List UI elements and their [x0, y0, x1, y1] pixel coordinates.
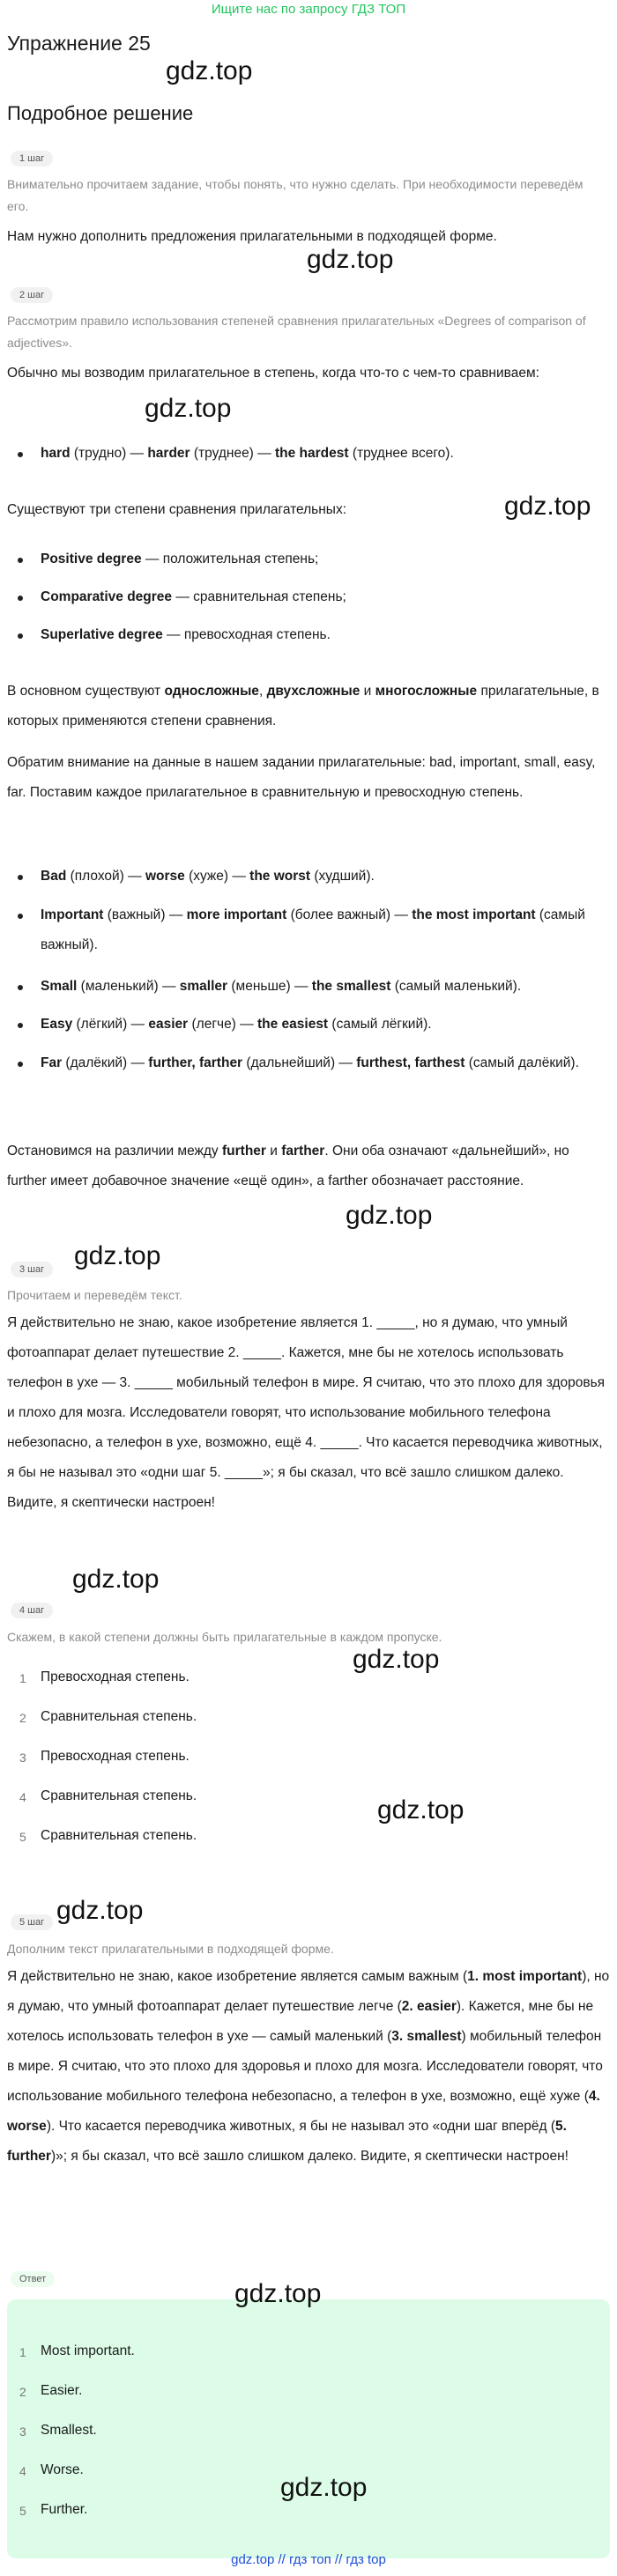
step1-hint: Внимательно прочитаем задание, чтобы понять, что нужно сделать. При необходимости переведём его. — [7, 177, 584, 213]
watermark: gdz.top — [346, 1201, 433, 1230]
list-number: 4 — [19, 2464, 26, 2478]
bullet — [18, 914, 23, 919]
watermark: gdz.top — [353, 1645, 440, 1674]
adj-small: Small (маленький) — smaller (меньше) — the smallest (самый маленький). — [41, 979, 522, 994]
adjectives-intro: Обратим внимание на данные в нашем задании прилагательные: bad, important, small, easy, far. Поставим каждое прилагательное в сравнительную и превосходную степень. — [7, 755, 596, 800]
step2-hint: Рассмотрим правило использования степеней сравнения прилагательных «Degrees of comparison of adjectives». — [7, 314, 586, 350]
watermark: gdz.top — [145, 394, 232, 423]
list-number: 5 — [19, 1830, 26, 1844]
step-badge-4: 4 шаг — [11, 1603, 53, 1618]
answer-item-2: Easier. — [41, 2383, 83, 2398]
watermark: gdz.top — [307, 245, 394, 274]
step-badge-1: 1 шаг — [11, 151, 53, 167]
answer-item-3: Smallest. — [41, 2423, 97, 2438]
step4-hint: Скажем, в какой степени должны быть прилагательные в каждом пропуске. — [7, 1630, 442, 1644]
text-with-gaps: Я действительно не знаю, какое изобретение является 1. _____, но я думаю, что умный фотоаппарат делает путешествие 2. _____. Кажется, мне бы не хотелось использовать телефон в ухе — 3. _____ мобильный телефон в мире. Я считаю, что это плохо для здоровья и плохо для мозга. Исследователи говорят, что использование мобильного телефона небезопасно, а телефон в ухе, возможно, ещё 4. _____. Что касается переводчика животных, я бы не называл это «одни шаг 5. _____»; я бы сказал, что всё зашло слишком далеко. Видите, я скептически настроен! — [7, 1315, 606, 1510]
adj-far: Far (далёкий) — further, farther (дальнейший) — furthest, farthest (самый далёкий). — [41, 1055, 579, 1070]
list-number: 1 — [19, 2345, 26, 2359]
degree-item-5: Сравнительная степень. — [41, 1828, 197, 1843]
bullet — [18, 633, 23, 639]
adj-easy: Easy (лёгкий) — easier (легче) — the easiest (самый лёгкий). — [41, 1017, 432, 1032]
degree-comparative: Comparative degree — сравнительная степень; — [41, 589, 346, 604]
answer-item-1: Most important. — [41, 2343, 135, 2358]
answer-badge: Ответ — [11, 2271, 55, 2287]
bullet — [18, 1023, 23, 1028]
watermark: gdz.top — [234, 2279, 322, 2308]
bullet — [18, 596, 23, 601]
degree-item-2: Сравнительная степень. — [41, 1709, 197, 1724]
step5-hint: Дополним текст прилагательными в подходящей форме. — [7, 1942, 334, 1956]
list-number: 4 — [19, 1790, 26, 1804]
list-number: 5 — [19, 2504, 26, 2518]
page-title: Упражнение 25 — [7, 32, 151, 55]
watermark: gdz.top — [280, 2473, 368, 2502]
degree-item-1: Превосходная степень. — [41, 1669, 190, 1684]
step-badge-2: 2 шаг — [11, 287, 53, 303]
step-badge-5: 5 шаг — [11, 1914, 53, 1930]
bullet — [18, 985, 23, 990]
answer-item-5: Further. — [41, 2502, 88, 2517]
example-hard: hard (трудно) — harder (труднее) — the hardest (труднее всего). — [41, 446, 454, 461]
degree-positive: Positive degree — положительная степень; — [41, 551, 319, 566]
step1-text: Нам нужно дополнить предложения прилагательными в подходящей форме. — [7, 229, 497, 244]
degree-item-4: Сравнительная степень. — [41, 1788, 197, 1803]
step-badge-3: 3 шаг — [11, 1262, 53, 1277]
solution-heading: Подробное решение — [7, 102, 194, 124]
degrees-intro: Существуют три степени сравнения прилагательных: — [7, 502, 347, 517]
adj-bad: Bad (плохой) — worse (хуже) — the worst (худший). — [41, 869, 375, 884]
list-number: 2 — [19, 1711, 26, 1725]
watermark: gdz.top — [72, 1565, 160, 1594]
footer-links[interactable]: gdz.top // гдз топ // гдз top — [231, 2552, 386, 2567]
answer-box — [7, 2299, 610, 2558]
bullet — [18, 875, 23, 880]
completed-text: Я действительно не знаю, какое изобретение является самым важным (1. most important), но я думаю, что умный фотоаппарат делает путешествие легче (2. easier). Кажется, мне бы не хотелось использовать телефон в ухе — самый маленький (3. smallest) мобильный телефон в мире. Я считаю, что это плохо для здоровья и плохо для мозга. Исследователи говорят, что использование мобильного телефона небезопасно, а телефон в ухе, возможно, ещё хуже (4. worse). Что касается переводчика животных, я бы не называл это «одни шаг вперёд (5. further)»; я бы сказал, что всё зашло слишком далеко. Видите, я скептически настроен! — [7, 1969, 610, 2164]
degree-superlative: Superlative degree — превосходная степень. — [41, 627, 331, 642]
adj-important: Important (важный) — more important (более важный) — the most important (самый важный). — [41, 907, 585, 952]
list-number: 1 — [19, 1671, 26, 1685]
bullet — [18, 558, 23, 563]
bullet — [18, 1062, 23, 1067]
further-farther-text: Остановимся на различии между further и farther. Они оба означают «дальнейший», но further имеет добавочное значение «ещё один», а farther обозначает расстояние. — [7, 1144, 569, 1188]
watermark: gdz.top — [74, 1241, 161, 1270]
degree-item-3: Превосходная степень. — [41, 1749, 190, 1764]
watermark: gdz.top — [56, 1896, 144, 1925]
watermark: gdz.top — [377, 1795, 465, 1825]
syllable-text: В основном существуют односложные, двухсложные и многосложные прилагательные, в которых применяются степени сравнения. — [7, 684, 599, 729]
watermark: gdz.top — [504, 492, 591, 521]
answer-item-4: Worse. — [41, 2462, 84, 2477]
bullet — [18, 452, 23, 457]
list-number: 3 — [19, 1751, 26, 1765]
watermark: gdz.top — [166, 56, 253, 85]
list-number: 3 — [19, 2424, 26, 2439]
step3-hint: Прочитаем и переведём текст. — [7, 1288, 182, 1302]
list-number: 2 — [19, 2385, 26, 2399]
step2-text: Обычно мы возводим прилагательное в степень, когда что-то с чем-то сравниваем: — [7, 366, 539, 381]
top-banner[interactable]: Ищите нас по запросу ГДЗ ТОП — [211, 2, 406, 17]
